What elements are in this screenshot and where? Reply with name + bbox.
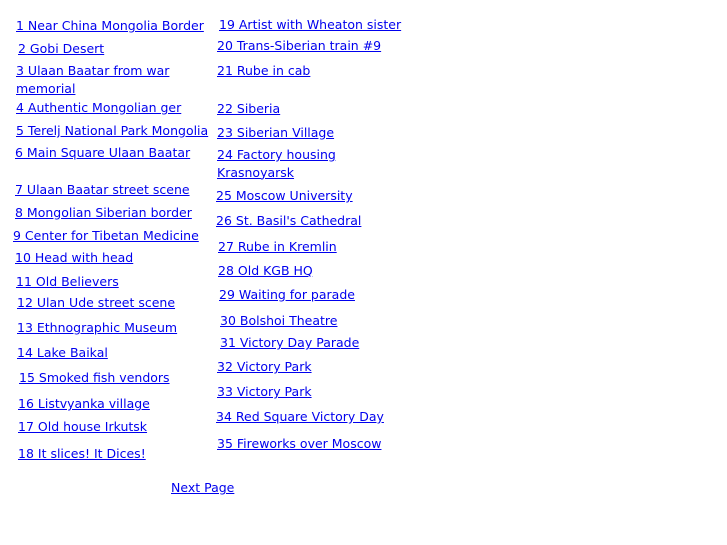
photo-link-27[interactable]: 27 Rube in Kremlin bbox=[218, 239, 337, 254]
photo-link-20[interactable]: 20 Trans-Siberian train #9 bbox=[217, 38, 382, 53]
photo-link-7[interactable]: 7 Ulaan Baatar street scene bbox=[15, 182, 190, 197]
photo-link-25[interactable]: 25 Moscow University bbox=[216, 188, 353, 203]
photo-link-35[interactable]: 35 Fireworks over Moscow bbox=[217, 436, 382, 451]
next-page-link[interactable]: Next Page bbox=[171, 480, 235, 495]
photo-link-12[interactable]: 12 Ulan Ude street scene bbox=[17, 295, 176, 310]
photo-link-5[interactable]: 5 Terelj National Park Mongolia bbox=[16, 123, 209, 138]
photo-link-26[interactable]: 26 St. Basil's Cathedral bbox=[216, 213, 362, 228]
photo-link-10[interactable]: 10 Head with head bbox=[15, 250, 134, 265]
photo-link-1[interactable]: 1 Near China Mongolia Border bbox=[16, 18, 204, 33]
photo-link-16[interactable]: 16 Listvyanka village bbox=[18, 396, 150, 411]
photo-link-3[interactable]: 3 Ulaan Baatar from war memorial bbox=[16, 63, 170, 96]
photo-link-15[interactable]: 15 Smoked fish vendors bbox=[19, 370, 170, 385]
photo-link-32[interactable]: 32 Victory Park bbox=[217, 359, 312, 374]
photo-link-21[interactable]: 21 Rube in cab bbox=[217, 63, 311, 78]
photo-link-18[interactable]: 18 It slices! It Dices! bbox=[18, 446, 146, 461]
photo-link-6[interactable]: 6 Main Square Ulaan Baatar bbox=[15, 145, 191, 160]
photo-link-9[interactable]: 9 Center for Tibetan Medicine bbox=[13, 228, 199, 243]
photo-link-17[interactable]: 17 Old house Irkutsk bbox=[18, 419, 148, 434]
photo-link-8[interactable]: 8 Mongolian Siberian border bbox=[15, 205, 192, 220]
photo-link-33[interactable]: 33 Victory Park bbox=[217, 384, 312, 399]
photo-link-31[interactable]: 31 Victory Day Parade bbox=[220, 335, 360, 350]
photo-link-23[interactable]: 23 Siberian Village bbox=[217, 125, 335, 140]
photo-link-28[interactable]: 28 Old KGB HQ bbox=[218, 263, 313, 278]
photo-link-30[interactable]: 30 Bolshoi Theatre bbox=[220, 313, 338, 328]
photo-link-29[interactable]: 29 Waiting for parade bbox=[219, 287, 355, 302]
photo-link-19[interactable]: 19 Artist with Wheaton sister bbox=[219, 17, 402, 32]
photo-link-2[interactable]: 2 Gobi Desert bbox=[18, 41, 105, 56]
photo-link-13[interactable]: 13 Ethnographic Museum bbox=[17, 320, 178, 335]
photo-link-22[interactable]: 22 Siberia bbox=[217, 101, 281, 116]
photo-link-4[interactable]: 4 Authentic Mongolian ger bbox=[16, 100, 182, 115]
photo-link-11[interactable]: 11 Old Believers bbox=[16, 274, 119, 289]
photo-link-24[interactable]: 24 Factory housing Krasnoyarsk bbox=[217, 147, 336, 180]
photo-link-34[interactable]: 34 Red Square Victory Day bbox=[216, 409, 384, 424]
photo-link-14[interactable]: 14 Lake Baikal bbox=[17, 345, 108, 360]
